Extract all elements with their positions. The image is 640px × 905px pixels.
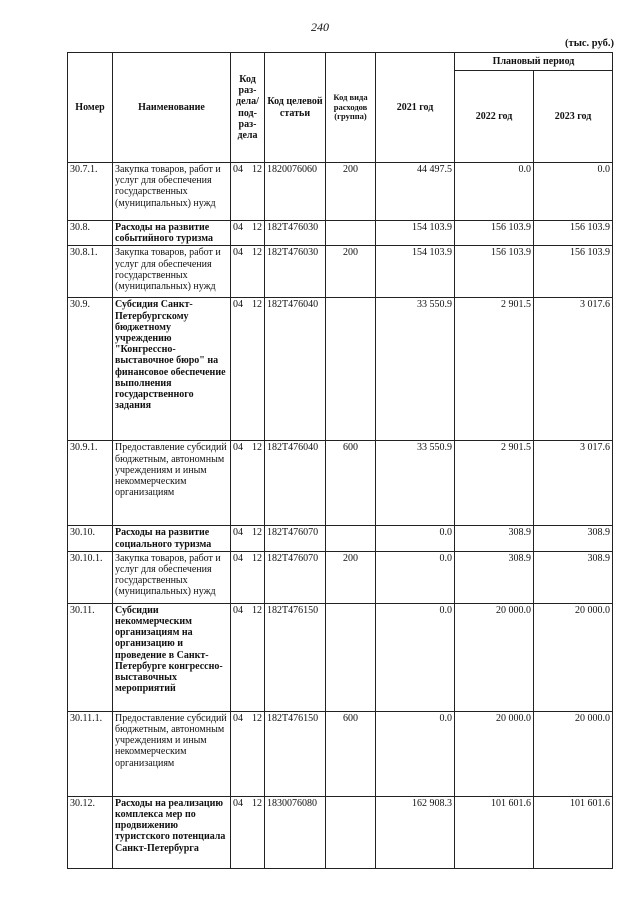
row-section (231, 246, 265, 298)
header-target: Код целевой статьи (265, 53, 326, 163)
row-value-2022: 20 000.0 (455, 603, 534, 711)
page-number: 240 (311, 20, 329, 34)
row-target-code: 182Т476150 (265, 603, 326, 711)
row-expense-code (326, 796, 376, 868)
row-subsection-code: 12 (252, 299, 262, 311)
row-expense-code (326, 221, 376, 246)
row-section-code: 04 (233, 222, 243, 233)
row-value-2023: 20 000.0 (534, 603, 613, 711)
row-value-2022: 2 901.5 (455, 441, 534, 526)
row-section (231, 163, 265, 221)
row-target-code: 1820076060 (265, 163, 326, 221)
row-name: Предоставление субсидий бюджетным, автономным учреждениям и иным некоммерческим организациям (113, 711, 231, 796)
row-value-2022: 20 000.0 (455, 711, 534, 796)
row-section-code: 04 (233, 247, 243, 259)
row-subsection-code: 12 (252, 604, 262, 616)
table-body (68, 163, 613, 869)
row-number: 30.9. (68, 298, 113, 441)
table-row (68, 796, 613, 868)
row-value-2021: 154 103.9 (376, 221, 455, 246)
table-row (68, 441, 613, 526)
table-header (68, 53, 613, 163)
row-number: 30.10. (68, 526, 113, 551)
row-target-code: 182Т476040 (265, 441, 326, 526)
row-name: Расходы на развитие социального туризма (113, 526, 231, 551)
row-section (231, 441, 265, 526)
row-target-code: 182Т476030 (265, 221, 326, 246)
row-section (231, 603, 265, 711)
row-name: Субсидии некоммерческим организациям на организацию и проведение в Санкт-Петербурге конгрессно-выставочных мероприятий (113, 603, 231, 711)
row-target-code: 182Т476070 (265, 551, 326, 603)
row-number: 30.10.1. (68, 551, 113, 603)
row-value-2023: 20 000.0 (534, 711, 613, 796)
table-row (68, 246, 613, 298)
row-name: Предоставление субсидий бюджетным, автономным учреждениям и иным некоммерческим организациям (113, 441, 231, 526)
row-value-2022: 101 601.6 (455, 796, 534, 868)
row-subsection-code: 12 (252, 797, 262, 809)
row-value-2023: 308.9 (534, 526, 613, 551)
row-section (231, 221, 265, 246)
row-value-2023: 3 017.6 (534, 298, 613, 441)
row-section (231, 711, 265, 796)
row-name: Закупка товаров, работ и услуг для обеспечения государственных (муниципальных) нужд (113, 551, 231, 603)
row-value-2021: 0.0 (376, 526, 455, 551)
header-number: Номер (68, 53, 113, 163)
row-number: 30.7.1. (68, 163, 113, 221)
row-name: Субсидия Санкт-Петербургскому бюджетному учреждению "Конгрессно-выставочное бюро" на финансовое обеспечение выполнения государственного задания (113, 298, 231, 441)
row-value-2022: 156 103.9 (455, 221, 534, 246)
header-name: Наименование (113, 53, 231, 163)
row-value-2023: 156 103.9 (534, 221, 613, 246)
row-subsection-code: 12 (252, 527, 262, 539)
row-value-2023: 101 601.6 (534, 796, 613, 868)
row-section-code: 04 (233, 604, 243, 616)
row-target-code: 182Т476030 (265, 246, 326, 298)
row-value-2021: 33 550.9 (376, 441, 455, 526)
row-expense-code (326, 603, 376, 711)
row-value-2022: 156 103.9 (455, 246, 534, 298)
row-value-2021: 154 103.9 (376, 246, 455, 298)
row-section (231, 551, 265, 603)
row-target-code: 1830076080 (265, 796, 326, 868)
row-name: Расходы на реализацию комплекса мер по продвижению туристского потенциала Санкт-Петербурга (113, 796, 231, 868)
row-expense-code: 200 (326, 551, 376, 603)
row-subsection-code: 12 (252, 712, 262, 724)
row-section-code: 04 (233, 164, 243, 175)
row-subsection-code: 12 (252, 164, 262, 175)
row-value-2022: 308.9 (455, 551, 534, 603)
table-row (68, 163, 613, 221)
row-value-2022: 308.9 (455, 526, 534, 551)
row-value-2023: 0.0 (534, 163, 613, 221)
row-section (231, 796, 265, 868)
row-value-2021: 0.0 (376, 603, 455, 711)
row-expense-code: 200 (326, 163, 376, 221)
row-target-code: 182Т476040 (265, 298, 326, 441)
row-expense-code: 200 (326, 246, 376, 298)
row-name: Расходы на развитие событийного туризма (113, 221, 231, 246)
row-subsection-code: 12 (252, 552, 262, 564)
table-row (68, 526, 613, 551)
row-target-code: 182Т476070 (265, 526, 326, 551)
row-expense-code (326, 298, 376, 441)
row-value-2021: 44 497.5 (376, 163, 455, 221)
table-row (68, 551, 613, 603)
row-value-2021: 0.0 (376, 711, 455, 796)
header-section: Код раз- дела/ под- раз- дела (231, 53, 265, 163)
row-section (231, 298, 265, 441)
row-section-code: 04 (233, 299, 243, 311)
row-section-code: 04 (233, 712, 243, 724)
row-value-2023: 156 103.9 (534, 246, 613, 298)
row-value-2023: 3 017.6 (534, 441, 613, 526)
row-expense-code: 600 (326, 441, 376, 526)
row-value-2022: 2 901.5 (455, 298, 534, 441)
header-2022: 2022 год (455, 71, 534, 163)
header-2023: 2023 год (534, 71, 613, 163)
row-section-code: 04 (233, 797, 243, 809)
row-name: Закупка товаров, работ и услуг для обеспечения государственных (муниципальных) нужд (113, 163, 231, 221)
row-number: 30.8.1. (68, 246, 113, 298)
table-row (68, 298, 613, 441)
row-value-2022: 0.0 (455, 163, 534, 221)
row-value-2021: 162 908.3 (376, 796, 455, 868)
row-number: 30.12. (68, 796, 113, 868)
row-section-code: 04 (233, 527, 243, 539)
budget-table (67, 52, 613, 869)
row-section-code: 04 (233, 552, 243, 564)
row-subsection-code: 12 (252, 222, 262, 233)
row-subsection-code: 12 (252, 442, 262, 454)
units-label: (тыс. руб.) (565, 38, 614, 49)
table-row (68, 221, 613, 246)
row-section (231, 526, 265, 551)
row-name: Закупка товаров, работ и услуг для обеспечения государственных (муниципальных) нужд (113, 246, 231, 298)
row-expense-code: 600 (326, 711, 376, 796)
row-expense-code (326, 526, 376, 551)
header-2021: 2021 год (376, 53, 455, 163)
row-number: 30.8. (68, 221, 113, 246)
row-value-2021: 33 550.9 (376, 298, 455, 441)
table-row (68, 711, 613, 796)
row-value-2021: 0.0 (376, 551, 455, 603)
row-subsection-code: 12 (252, 247, 262, 259)
header-expense: Код вида расходов (группа) (326, 53, 376, 163)
row-number: 30.11. (68, 603, 113, 711)
row-target-code: 182Т476150 (265, 711, 326, 796)
row-section-code: 04 (233, 442, 243, 454)
row-number: 30.9.1. (68, 441, 113, 526)
header-planned-period: Плановый период (455, 53, 613, 71)
row-value-2023: 308.9 (534, 551, 613, 603)
row-number: 30.11.1. (68, 711, 113, 796)
table-row (68, 603, 613, 711)
